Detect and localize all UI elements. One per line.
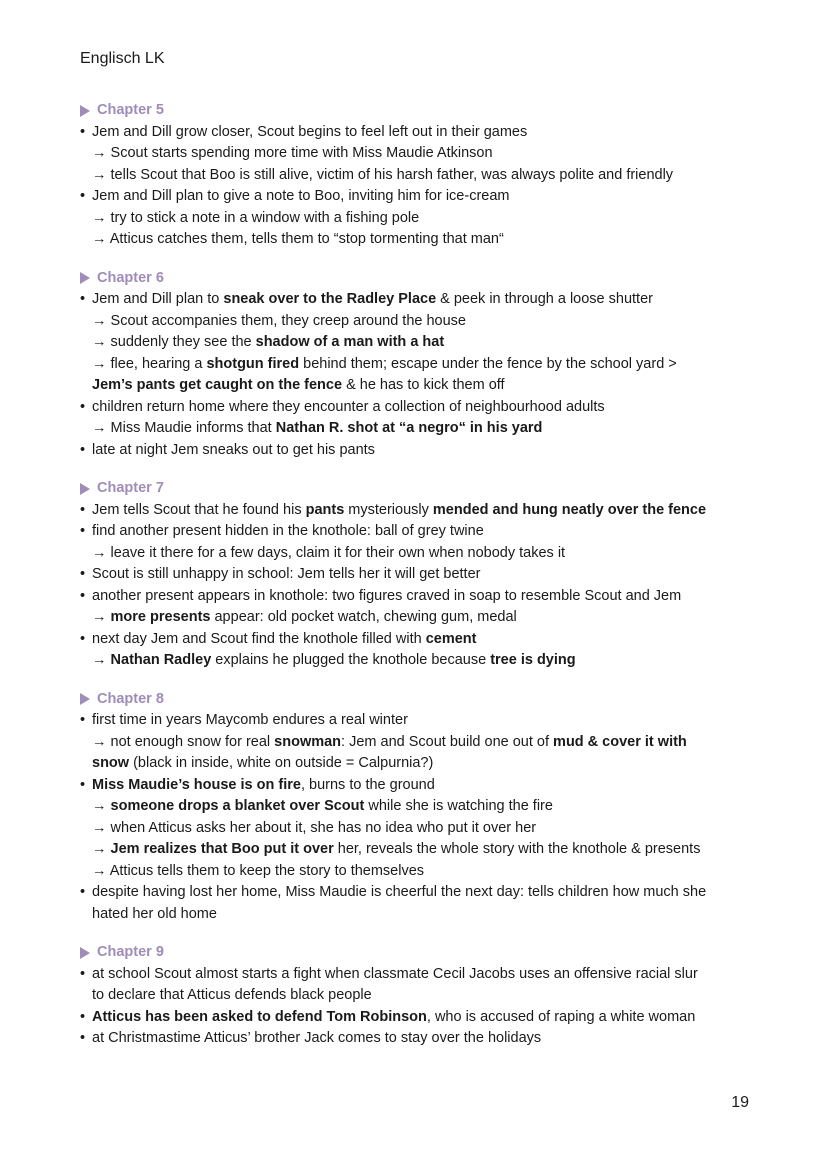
chapter-title-text: Chapter 5 — [97, 102, 164, 118]
text-segment: → — [92, 841, 111, 857]
text-segment: → leave it there for a few days, claim it for their own when nobody takes it — [92, 544, 566, 561]
bold-text: someone drops a blanket over Scout — [110, 798, 365, 814]
sub-point — [80, 229, 760, 251]
bullet-point — [80, 775, 760, 797]
sub-point — [80, 208, 760, 230]
text-segment: her, reveals the whole story with the knothole & presents — [333, 841, 701, 857]
triangle-right-icon — [80, 693, 90, 705]
chapter-section — [80, 268, 760, 462]
chapter-title — [80, 478, 760, 500]
bold-text: snow — [92, 755, 130, 771]
text-segment: → Scout starts spending more time with Miss Maudie Atkinson — [92, 145, 493, 161]
text-segment: → — [92, 652, 111, 668]
text-segment: explains he plugged the knothole because — [211, 652, 491, 668]
bullet-point — [80, 289, 760, 311]
bold-text: mud & cover it with — [553, 733, 687, 750]
sub-point — [80, 839, 760, 861]
bullet-point — [80, 440, 760, 462]
bold-text: Jem realizes that Boo put it over — [110, 841, 334, 857]
text-segment: → when Atticus asks her about it, she has no idea who put it over her — [92, 819, 537, 836]
chapter-title — [80, 268, 760, 290]
text-segment: Jem and Dill plan to give a note to Boo, inviting him for ice-cream — [92, 188, 510, 204]
sub-point — [80, 143, 760, 165]
text-segment: → Atticus tells them to keep the story to themselves — [92, 862, 425, 879]
bullet-point — [80, 1028, 760, 1050]
text-segment: another present appears in knothole: two figures craved in soap to resemble Scout and Jem — [92, 587, 682, 604]
bullet-point — [80, 710, 760, 732]
bold-text: Jem’s pants get caught on the fence — [92, 377, 343, 393]
sub-point — [80, 543, 760, 565]
bullet-point — [80, 500, 760, 522]
text-segment: → suddenly they see the — [92, 334, 256, 350]
sub-point — [80, 354, 760, 376]
text-segment: first time in years Maycomb endures a real winter — [92, 712, 408, 728]
line-continuation — [80, 904, 760, 926]
chapter-title-text: Chapter 8 — [97, 690, 164, 707]
sub-point — [80, 311, 760, 333]
bold-text: shadow of a man with a hat — [255, 334, 445, 350]
sub-point — [80, 650, 760, 672]
bold-text: Nathan Radley — [110, 652, 212, 668]
text-segment: despite having lost her home, Miss Maudie is cheerful the next day: tells children how much she — [92, 884, 707, 900]
bullet-point — [80, 964, 760, 986]
chapter-title — [80, 689, 760, 711]
bold-text: mended and hung neatly over the fence — [432, 501, 707, 518]
sub-point — [80, 607, 760, 629]
text-segment: Jem tells Scout that he found his — [92, 501, 306, 518]
triangle-right-icon — [80, 483, 90, 495]
bold-text: sneak over to the Radley Place — [223, 291, 437, 307]
text-segment: & he has to kick them off — [342, 377, 505, 393]
notes-content — [80, 100, 760, 1067]
text-segment: , burns to the ground — [300, 776, 435, 793]
sub-point — [80, 861, 760, 883]
page-number: 19 — [731, 1094, 749, 1111]
chapter-section — [80, 942, 760, 1050]
bold-text: tree is dying — [490, 652, 576, 668]
bold-text: more presents — [110, 609, 211, 625]
text-segment: behind them; escape under the fence by the school yard > — [299, 355, 677, 372]
bold-text: pants — [305, 501, 345, 518]
line-continuation — [80, 753, 760, 775]
text-segment: at Christmastime Atticus’ brother Jack comes to stay over the holidays — [92, 1030, 542, 1046]
bullet-point — [80, 1007, 760, 1029]
triangle-right-icon — [80, 272, 90, 284]
bullet-point — [80, 629, 760, 651]
bold-text: Nathan R. shot at “a negro“ in his yard — [275, 420, 543, 436]
text-segment: Jem and Dill plan to — [92, 291, 224, 307]
bullet-point — [80, 564, 760, 586]
sub-point — [80, 165, 760, 187]
chapter-title — [80, 100, 760, 122]
text-segment: next day Jem and Scout find the knothole filled with — [92, 630, 426, 647]
bullet-point — [80, 586, 760, 608]
chapter-title-text: Chapter 7 — [97, 480, 164, 496]
line-continuation — [80, 375, 760, 397]
bold-text: Miss Maudie’s house is on fire — [92, 776, 301, 793]
bullet-point — [80, 397, 760, 419]
text-segment: → — [92, 798, 111, 814]
chapter-title — [80, 942, 760, 964]
bullet-point — [80, 186, 760, 208]
text-segment: late at night Jem sneaks out to get his pants — [92, 441, 375, 458]
text-segment: find another present hidden in the knothole: ball of grey twine — [92, 523, 484, 539]
document-header: Englisch LK — [80, 50, 165, 67]
text-segment: hated her old home — [92, 905, 217, 922]
text-segment: appear: old pocket watch, chewing gum, medal — [210, 609, 517, 625]
text-segment: to declare that Atticus defends black people — [92, 987, 372, 1003]
text-segment: → flee, hearing a — [92, 355, 207, 372]
triangle-right-icon — [80, 105, 90, 117]
chapter-title-text: Chapter 6 — [97, 269, 164, 286]
bold-text: cement — [425, 630, 477, 647]
text-segment: & peek in through a loose shutter — [436, 291, 653, 307]
bullet-point — [80, 122, 760, 144]
text-segment: → not enough snow for real — [92, 733, 275, 750]
bullet-point — [80, 521, 760, 543]
chapter-section — [80, 100, 760, 251]
chapter-section — [80, 478, 760, 672]
text-segment: → tells Scout that Boo is still alive, victim of his harsh father, was always polite and friendly — [92, 166, 674, 183]
text-segment: Scout is still unhappy in school: Jem tells her it will get better — [92, 566, 481, 582]
sub-point — [80, 332, 760, 354]
text-segment: : Jem and Scout build one out of — [341, 733, 554, 750]
text-segment: (black in inside, white on outside = Calpurnia?) — [129, 755, 434, 771]
bold-text: snowman — [274, 733, 342, 750]
sub-point — [80, 818, 760, 840]
text-segment: at school Scout almost starts a fight when classmate Cecil Jacobs uses an offensive racial slur — [92, 965, 698, 982]
triangle-right-icon — [80, 947, 90, 959]
text-segment: → try to stick a note in a window with a fishing pole — [92, 209, 420, 226]
text-segment: → — [92, 609, 111, 625]
sub-point — [80, 796, 760, 818]
text-segment: while she is watching the fire — [364, 798, 553, 814]
bold-text: Atticus has been asked to defend Tom Robinson — [92, 1008, 427, 1025]
text-segment: mysteriously — [344, 501, 433, 518]
line-continuation — [80, 985, 760, 1007]
text-segment: → Miss Maudie informs that — [92, 420, 276, 436]
text-segment: , who is accused of raping a white woman — [426, 1008, 696, 1025]
bold-text: shotgun fired — [206, 355, 300, 372]
chapter-title-text: Chapter 9 — [97, 944, 164, 960]
text-segment: children return home where they encounter a collection of neighbourhood adults — [92, 398, 605, 415]
text-segment: → Atticus catches them, tells them to “stop tormenting that man“ — [92, 231, 504, 247]
sub-point — [80, 418, 760, 440]
chapter-section — [80, 689, 760, 926]
text-segment: → Scout accompanies them, they creep around the house — [92, 312, 466, 329]
bullet-point — [80, 882, 760, 904]
text-segment: Jem and Dill grow closer, Scout begins to feel left out in their games — [92, 123, 528, 140]
sub-point — [80, 732, 760, 754]
